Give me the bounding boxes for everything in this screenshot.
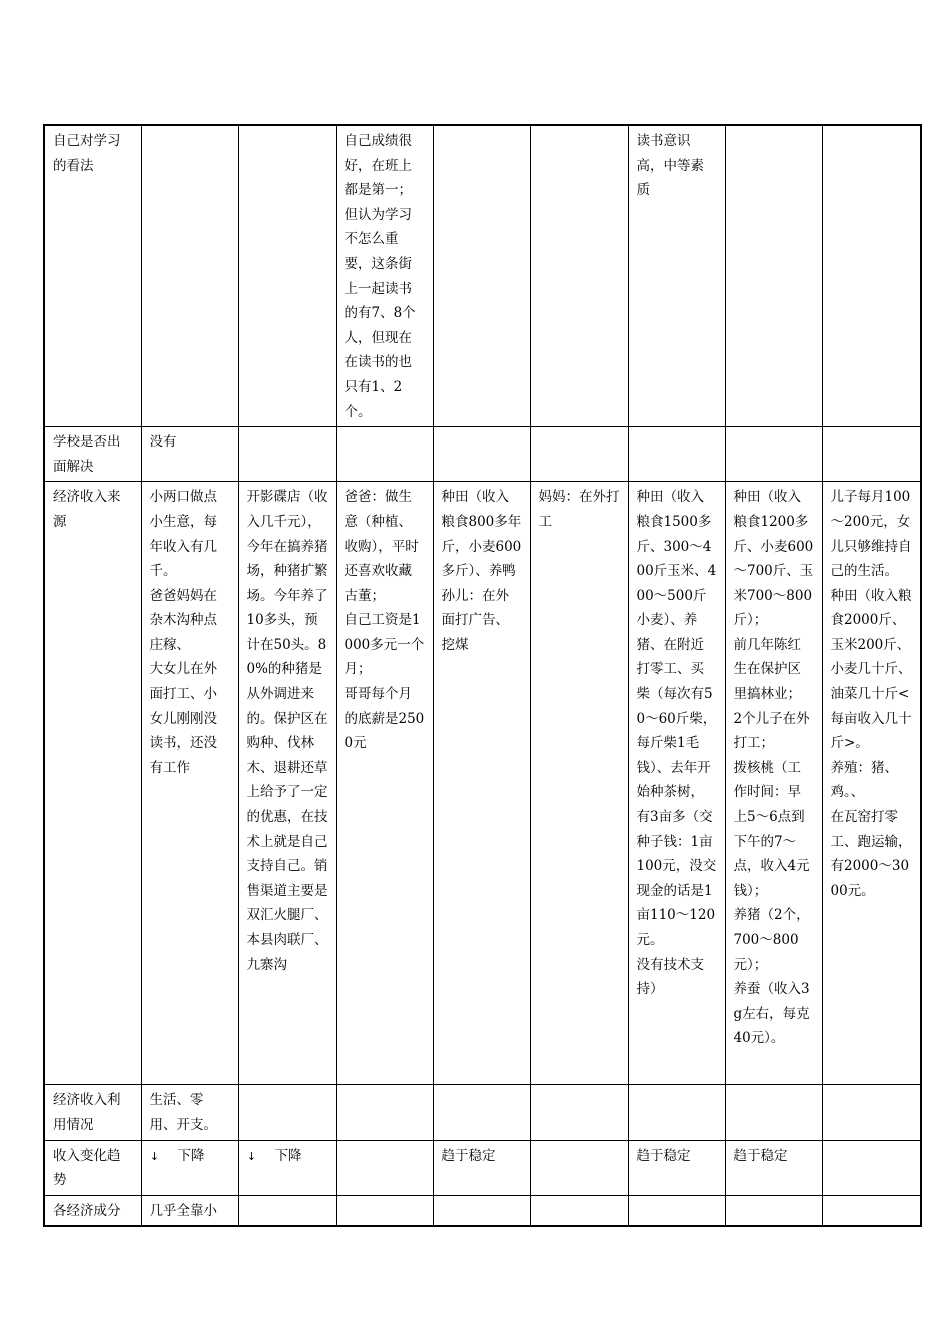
table-row (44, 1085, 921, 1140)
table-cell (141, 1140, 238, 1195)
table-row (44, 1140, 921, 1195)
table-cell (530, 1140, 628, 1195)
table-cell (530, 1195, 628, 1226)
table-cell (822, 427, 921, 482)
table-cell (141, 125, 238, 427)
table-cell: 几乎全靠小 (141, 1195, 238, 1226)
table-cell: 种田（收入粮食1200多斤、小麦600～700斤、玉米700～800斤）； 前几年陈红生在保护区里搞林业； 2个儿子在外打工； 拨核桃（工作时间：早上5～6点到下午的7～点，收入4元钱）； 养猪（2个，700～800元）； 养蚕（收入3g左右，每克40元）。 (725, 482, 822, 1085)
table-cell (628, 1195, 725, 1226)
survey-table (43, 124, 922, 1227)
table-cell (238, 1085, 336, 1140)
row-label: 学校是否出面解决 (44, 427, 141, 482)
down-arrow-icon: ↓ (149, 1149, 160, 1163)
table-cell: 没有 (141, 427, 238, 482)
row-label: 经济收入利用情况 (44, 1085, 141, 1140)
table-cell: 爸爸：做生意（种植、收购），平时还喜欢收藏古董； 自己工资是1000多元一个月； 哥哥每个月的底薪是2500元 (336, 482, 433, 1085)
table-cell: 读书意识高，中等素质 (628, 125, 725, 427)
table-cell: 自己成绩很好，在班上都是第一；但认为学习不怎么重要，这条街上一起读书的有7、8个人，但现在在读书的也只有1、2个。 (336, 125, 433, 427)
table-cell (725, 1085, 822, 1140)
table-cell (336, 1140, 433, 1195)
table-cell (238, 427, 336, 482)
table-cell (433, 1085, 530, 1140)
table-cell (530, 427, 628, 482)
table-cell (822, 1195, 921, 1226)
table-row (44, 482, 921, 1085)
table-cell: 妈妈：在外打工 (530, 482, 628, 1085)
table-cell (822, 1140, 921, 1195)
table-cell: 种田（收入粮食800多年斤，小麦600多斤）、养鸭孙儿：在外面打广告、挖煤 (433, 482, 530, 1085)
table-cell (628, 427, 725, 482)
table-cell (238, 1195, 336, 1226)
trend-text: 下降 (177, 1147, 205, 1164)
table-cell (725, 125, 822, 427)
table-cell (725, 427, 822, 482)
table-cell: 小两口做点小生意，每年收入有几千。 爸爸妈妈在杂木沟种点庄稼、 大女儿在外面打工、小女儿刚刚没读书，还没有工作 (141, 482, 238, 1085)
table-row (44, 1195, 921, 1226)
table-cell: 儿子每月100～200元，女儿只够维持自己的生活。 种田（收入粮食2000斤、玉米200斤、小麦几十斤、油菜几十斤<每亩收入几十斤>。 养殖：猪、鸡。、 在瓦窑打零工、跑运输，有2000～3000元。 (822, 482, 921, 1085)
table-cell (822, 125, 921, 427)
table-cell (725, 1195, 822, 1226)
table-cell (336, 427, 433, 482)
table-cell: 开影碟店（收入几千元），今年在搞养猪场，种猪扩繁场。今年养了10多头，预计在50头。80%的种猪是从外调进来的。保护区在购种、伐林木、退耕还草上给予了一定的优惠，在技术上就是自己支持自己。销售渠道主要是双汇火腿厂、本县肉联厂、九寨沟 (238, 482, 336, 1085)
row-label: 收入变化趋势 (44, 1140, 141, 1195)
table-row (44, 427, 921, 482)
row-label: 经济收入来源 (44, 482, 141, 1085)
table-cell: 趋于稳定 (433, 1140, 530, 1195)
table-cell (336, 1195, 433, 1226)
trend-text: 下降 (274, 1147, 302, 1164)
table-cell: 趋于稳定 (725, 1140, 822, 1195)
table-cell (530, 1085, 628, 1140)
table-cell (530, 125, 628, 427)
table-cell (433, 125, 530, 427)
table-cell (336, 1085, 433, 1140)
table-cell: 生活、零用、开支。 (141, 1085, 238, 1140)
table-cell (238, 1140, 336, 1195)
down-arrow-icon: ↓ (246, 1149, 257, 1163)
table-cell (433, 427, 530, 482)
table-row (44, 125, 921, 427)
row-label: 自己对学习的看法 (44, 125, 141, 427)
row-label: 各经济成分 (44, 1195, 141, 1226)
table-cell (628, 1085, 725, 1140)
table-cell (238, 125, 336, 427)
table-cell: 种田（收入粮食1500多斤、300～400斤玉米、400～500斤小麦）、养猪、在附近打零工、买柴（每次有50～60斤柴，每斤柴1毛钱）、去年开始种茶树，有3亩多（交种子钱：1亩100元，没交现金的话是1亩110～120元。 没有技术支持） (628, 482, 725, 1085)
table-cell (433, 1195, 530, 1226)
table-cell: 趋于稳定 (628, 1140, 725, 1195)
table-cell (822, 1085, 921, 1140)
